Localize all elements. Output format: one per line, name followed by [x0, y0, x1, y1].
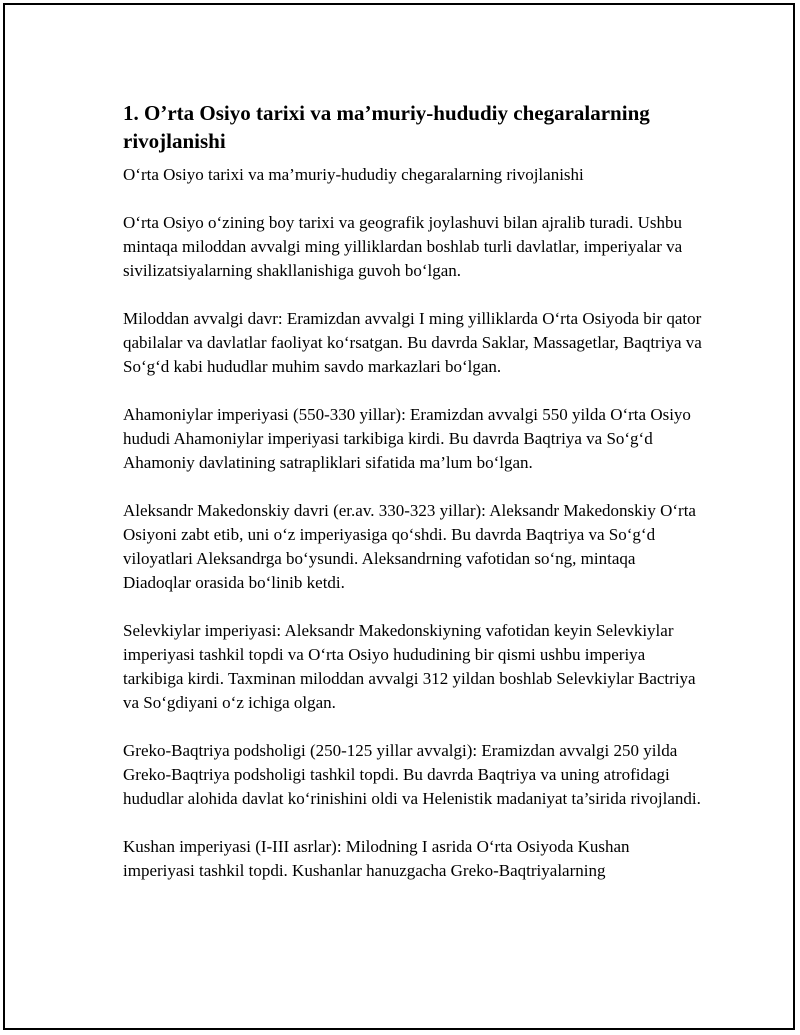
- paragraph-intro: O‘rta Osiyo o‘zining boy tarixi va geografik joylashuvi bilan ajralib turadi. Ushbu mintaqa miloddan avvalgi ming yilliklardan boshlab turli davlatlar, imperiyalar va sivilizatsiyalarning shakllanishiga guvoh bo‘lgan.: [123, 213, 683, 280]
- paragraph-greco-bactrian: Greko-Baqtriya podsholigi (250-125 yillar avvalgi): Eramizdan avvalgi 250 yilda Greko-Baqtriya podsholigi tashkil topdi. Bu davrda Baqtriya va uning atrofidagi hududlar alohida davlat ko‘rinishini oldi va Helenistik madaniyat ta’sirida rivojlandi.: [123, 741, 701, 808]
- paragraph-seleucid: Selevkiylar imperiyasi: Aleksandr Makedonskiyning vafotidan keyin Selevkiylar imperiyasi tashkil topdi va O‘rta Osiyo hududining bir qismi ushbu imperiya tarkibiga kirdi. Taxminan miloddan avvalgi 312 yildan boshlab Selevkiylar Bactriya va So‘gdiyani o‘z ichiga olgan.: [123, 621, 696, 712]
- paragraph-alexander: Aleksandr Makedonskiy davri (er.av. 330-323 yillar): Aleksandr Makedonskiy O‘rta Osiyoni zabt etib, uni o‘z imperiyasiga qo‘shdi. Bu davrda Baqtriya va So‘g‘d viloyatlari Aleksandrga bo‘ysundi. Aleksandrning vafotidan so‘ng, mintaqa Diadoqlar orasida bo‘linib ketdi.: [123, 501, 696, 592]
- paragraph-achaemenid: Ahamoniylar imperiyasi (550-330 yillar): Eramizdan avvalgi 550 yilda O‘rta Osiyo hududi Ahamoniylar imperiyasi tarkibiga kirdi. Bu davrda Baqtriya va So‘g‘d Ahamoniy davlatining satrapliklari sifatida ma’lum bo‘lgan.: [123, 405, 691, 472]
- paragraph-subtitle: O‘rta Osiyo tarixi va ma’muriy-hududiy chegaralarning rivojlanishi: [123, 165, 584, 184]
- paragraph-kushan: Kushan imperiyasi (I-III asrlar): Milodning I asrida O‘rta Osiyoda Kushan imperiyasi tashkil topdi. Kushanlar hanuzgacha Greko-Baqtriyalarning: [123, 837, 630, 880]
- paragraph-ancient-period: Miloddan avvalgi davr: Eramizdan avvalgi I ming yilliklarda O‘rta Osiyoda bir qator qabilalar va davlatlar faoliyat ko‘rsatgan. Bu davrda Saklar, Massagetlar, Baqtriya va So‘g‘d kabi hududlar muhim savdo markazlari bo‘lgan.: [123, 309, 702, 376]
- document-body: [123, 99, 703, 907]
- document-title: 1. O’rta Osiyo tarixi va ma’muriy-hududiy chegaralarning rivojlanishi: [123, 101, 650, 153]
- page-frame: [3, 3, 795, 1030]
